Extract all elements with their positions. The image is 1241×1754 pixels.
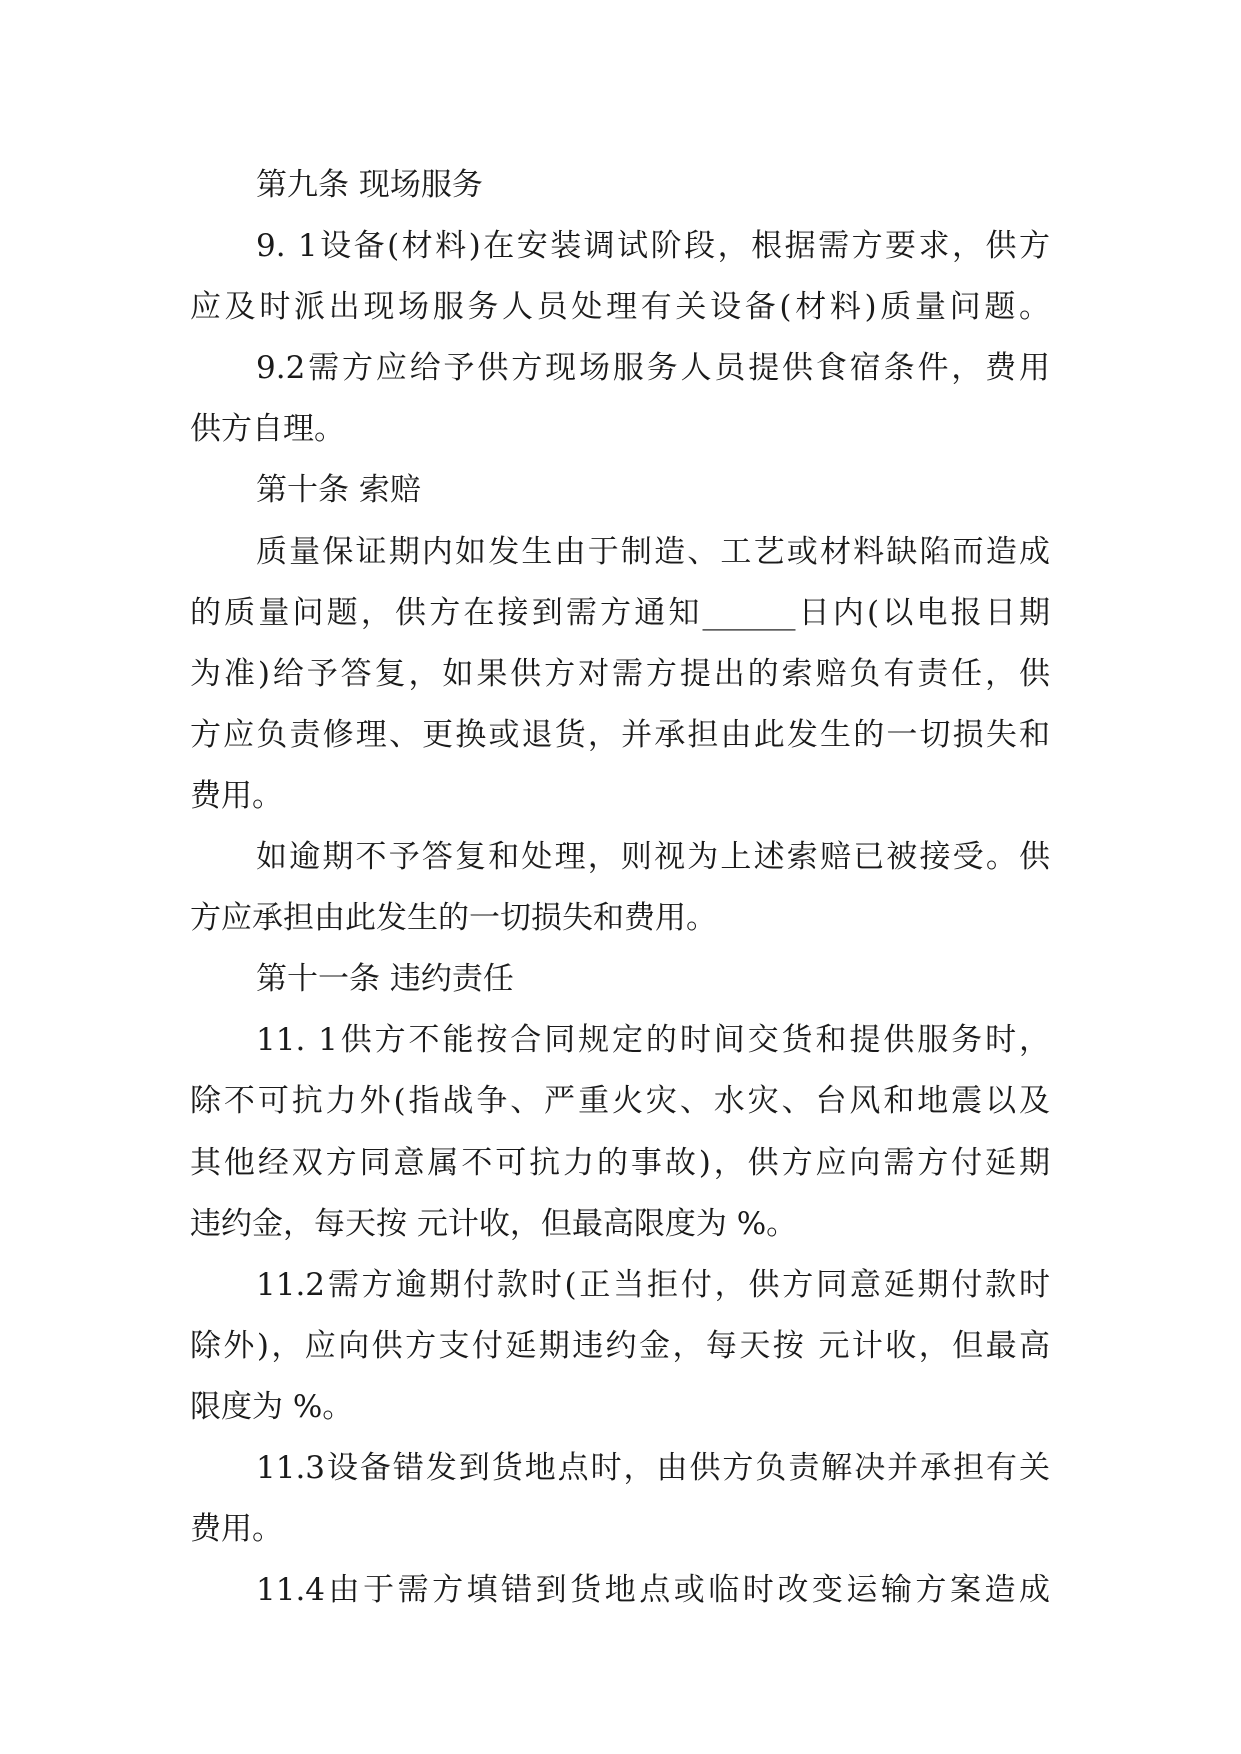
text-line: 如逾期不予答复和处理，则视为上述索赔已被接受。供: [256, 839, 1050, 876]
text-line: 9. 1设备(材料)在安装调试阶段，根据需方要求，供方: [256, 228, 1050, 265]
text-line: 限度为 %。: [190, 1388, 354, 1425]
text-line: 质量保证期内如发生由于制造、工艺或材料缺陷而造成: [256, 533, 1050, 570]
text-line: 第九条 现场服务: [256, 167, 483, 203]
text-line: 为准)给予答复，如果供方对需方提出的索赔负有责任，供: [190, 655, 1050, 692]
text-line: 其他经双方同意属不可抗力的事故)，供方应向需方付延期: [190, 1144, 1050, 1181]
document-body: [190, 155, 1050, 1621]
text-line: 的质量问题，供方在接到需方通知______日内(以电报日期: [190, 594, 1050, 631]
text-line: 除不可抗力外(指战争、严重火灾、水灾、台风和地震以及: [190, 1083, 1050, 1120]
text-line: 费用。: [190, 777, 283, 814]
text-line: 9.2需方应给予供方现场服务人员提供食宿条件，费用: [256, 350, 1050, 387]
text-line: 第十一条 违约责任: [256, 961, 514, 998]
text-line: 违约金，每天按 元计收，但最高限度为 %。: [190, 1205, 798, 1242]
text-line: 除外)，应向供方支付延期违约金，每天按 元计收，但最高: [190, 1327, 1050, 1364]
text-line: 费用。: [190, 1511, 283, 1548]
text-line: 方应承担由此发生的一切损失和费用。: [190, 900, 717, 937]
text-line: 应及时派出现场服务人员处理有关设备(材料)质量问题。: [190, 289, 1050, 326]
text-line: 方应负责修理、更换或退货，并承担由此发生的一切损失和: [190, 716, 1050, 753]
text-line: 11.4由于需方填错到货地点或临时改变运输方案造成: [256, 1572, 1050, 1609]
text-line: 第十条 索赔: [256, 472, 421, 509]
text-line: 11. 1供方不能按合同规定的时间交货和提供服务时，: [256, 1022, 1050, 1059]
text-line: 11.2需方逾期付款时(正当拒付，供方同意延期付款时: [256, 1266, 1050, 1303]
text-line: 11.3设备错发到货地点时，由供方负责解决并承担有关: [256, 1449, 1050, 1486]
text-line: 供方自理。: [190, 411, 345, 448]
